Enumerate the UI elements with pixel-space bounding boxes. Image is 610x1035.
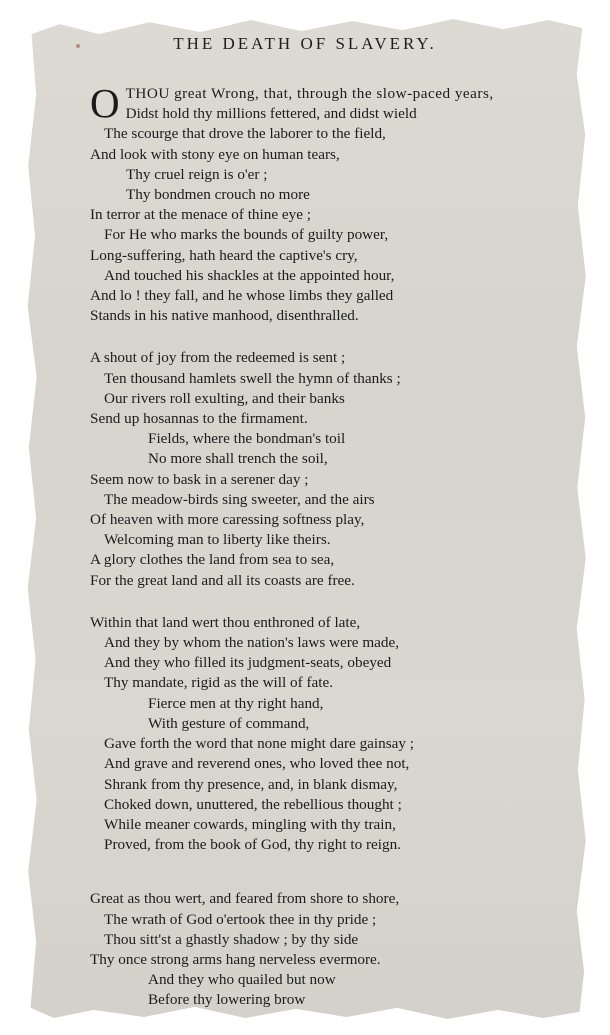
poem-line: With gesture of command, (148, 714, 310, 732)
poem-line: Great as thou wert, and feared from shore to shore, (90, 890, 400, 908)
poem-line: Seem now to bask in a serener day ; (90, 470, 309, 488)
poem-line: The meadow-birds sing sweeter, and the airs (104, 490, 375, 508)
poem-line: And they who quailed but now (148, 971, 336, 989)
drop-cap: O (90, 80, 120, 126)
poem-line: Didst hold thy millions fettered, and didst wield (125, 105, 417, 123)
poem-title: THE DEATH OF SLAVERY. (173, 34, 437, 53)
poem-line: Choked down, unuttered, the rebellious thought ; (104, 795, 402, 813)
poem-line: Send up hosannas to the firmament. (90, 410, 308, 428)
poem-line: Thou sitt'st a ghastly shadow ; by thy side (104, 930, 359, 948)
poem-line: A glory clothes the land from sea to sea, (90, 551, 335, 569)
poem-line: Of heaven with more caressing softness play, (90, 511, 365, 529)
poem-line: For He who marks the bounds of guilty power, (104, 226, 389, 244)
poem-line: And lo ! they fall, and he whose limbs they galled (90, 287, 394, 305)
poem-body (90, 80, 560, 1033)
poem-line: No more shall trench the soil, (148, 450, 328, 468)
stanza-4 (90, 889, 560, 1010)
poem-line: Fields, where the bondman's toil (148, 430, 346, 448)
poem-line: And grave and reverend ones, who loved thee not, (104, 755, 410, 773)
poem-line: Our rivers roll exulting, and their banks (104, 389, 345, 407)
poem-line: Thy mandate, rigid as the will of fate. (104, 674, 334, 692)
poem-line: A shout of joy from the redeemed is sent ; (90, 349, 346, 367)
stanza-3 (90, 613, 560, 855)
poem-line: Within that land wert thou enthroned of late, (90, 613, 361, 631)
poem-line: And look with stony eye on human tears, (90, 145, 340, 163)
poem-line: Stands in his native manhood, disenthralled. (90, 307, 359, 325)
poem-line: In terror at the menace of thine eye ; (90, 206, 311, 224)
poem-line: Fierce men at thy right hand, (148, 694, 324, 712)
poem-line: Thy once strong arms hang nerveless evermore. (90, 950, 381, 968)
stanza-2 (90, 348, 560, 590)
stanza-1 (90, 80, 560, 326)
poem-line: And they by whom the nation's laws were made, (104, 634, 400, 652)
poem-line: Ten thousand hamlets swell the hymn of thanks ; (104, 369, 401, 387)
poem-line: And touched his shackles at the appointed hour, (104, 266, 395, 284)
poem-line: Gave forth the word that none might dare gainsay ; (104, 735, 414, 753)
poem-line: Thy cruel reign is o'er ; (126, 165, 268, 183)
poem-line: The scourge that drove the laborer to the field, (104, 125, 386, 143)
poem-line: Shrank from thy presence, and, in blank dismay, (104, 775, 398, 793)
poem-line: Proved, from the book of God, thy right to reign. (104, 836, 401, 854)
poem-line: The wrath of God o'ertook thee in thy pride ; (104, 910, 377, 928)
poem-line: Welcoming man to liberty like theirs. (104, 531, 331, 549)
poem-line: While meaner cowards, mingling with thy train, (104, 815, 396, 833)
poem-line: THOU great Wrong, that, through the slow-paced years, (125, 85, 494, 102)
poem-line: Thy bondmen crouch no more (126, 186, 310, 204)
poem-line: And they who filled its judgment-seats, obeyed (104, 654, 392, 672)
poem-line: For the great land and all its coasts are free. (90, 571, 355, 589)
poem-line: Before thy lowering brow (148, 991, 306, 1009)
poem-line: Long-suffering, hath heard the captive's cry, (90, 246, 358, 264)
